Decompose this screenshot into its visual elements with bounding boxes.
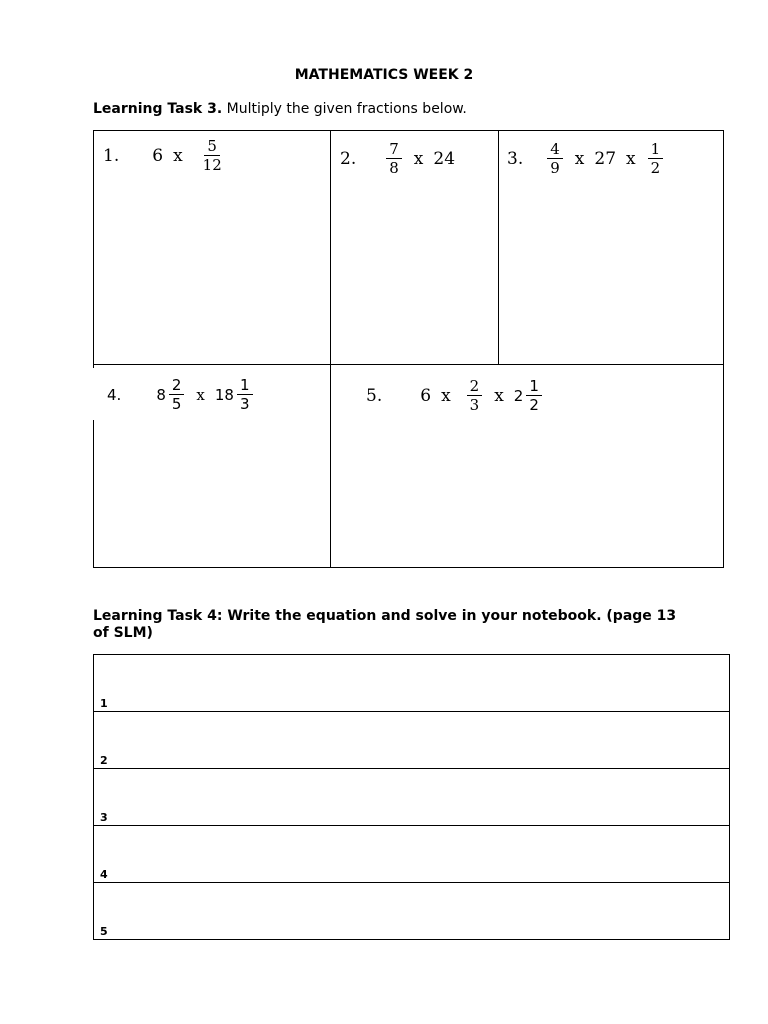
fraction	[237, 377, 253, 412]
problem-4	[107, 377, 255, 412]
whole-number: 27	[594, 148, 617, 169]
task4-table-border	[93, 654, 730, 940]
fraction	[203, 138, 222, 173]
fraction	[547, 141, 563, 176]
grid-divider-vertical-2	[498, 130, 499, 364]
numerator: 7	[386, 141, 402, 159]
problem-1	[103, 138, 224, 173]
row-number: 4	[100, 868, 108, 881]
row-number: 3	[100, 811, 108, 824]
row-divider	[93, 882, 730, 883]
mixed-number	[514, 378, 544, 413]
denominator: 3	[469, 396, 480, 414]
denominator: 5	[171, 395, 182, 413]
problem-5	[366, 378, 544, 413]
multiply-sign: x	[413, 148, 424, 169]
numerator: 4	[547, 141, 563, 159]
problem-number: 3.	[507, 148, 524, 169]
denominator: 2	[529, 396, 539, 414]
task3-label: Learning Task 3.	[93, 101, 223, 117]
whole-number: 6	[152, 145, 164, 166]
multiply-sign: x	[574, 148, 585, 169]
problem-number: 4.	[107, 385, 122, 404]
numerator: 1	[237, 377, 253, 395]
numerator: 2	[467, 378, 483, 396]
task3-heading	[93, 101, 467, 117]
fraction	[467, 378, 483, 413]
numerator: 1	[648, 141, 664, 159]
scan-gap	[90, 368, 96, 420]
problem-number: 2.	[340, 148, 357, 169]
page-title: MATHEMATICS WEEK 2	[294, 67, 474, 83]
numerator: 5	[204, 138, 220, 156]
fraction	[386, 141, 402, 176]
fraction	[648, 141, 664, 176]
denominator: 2	[650, 159, 661, 177]
multiply-sign: x	[441, 385, 451, 406]
task4-heading: Learning Task 4: Write the equation and solve in your notebook. (page 13 of SLM)	[93, 608, 677, 641]
fraction	[169, 377, 185, 412]
denominator: 9	[550, 159, 560, 177]
whole-number: 18	[214, 385, 234, 404]
task3-instruction: Multiply the given fractions below.	[222, 101, 467, 117]
whole-number: 2	[513, 386, 524, 405]
row-number: 2	[100, 754, 108, 767]
row-number: 1	[100, 697, 108, 710]
numerator: 1	[526, 378, 542, 396]
problem-number: 5.	[366, 385, 383, 406]
denominator: 12	[202, 156, 222, 174]
multiply-sign: x	[196, 385, 205, 404]
multiply-sign: x	[494, 385, 504, 406]
row-divider	[93, 711, 730, 712]
grid-divider-vertical-1	[330, 130, 331, 568]
row-divider	[93, 825, 730, 826]
denominator: 8	[389, 159, 399, 177]
whole-number: 24	[433, 148, 456, 169]
task3-grid-border	[93, 130, 724, 568]
multiply-sign: x	[173, 145, 183, 166]
whole-number: 6	[420, 385, 432, 406]
problem-3	[507, 141, 665, 176]
multiply-sign: x	[626, 148, 636, 169]
fraction	[526, 378, 542, 413]
problem-number: 1.	[103, 145, 120, 166]
denominator: 3	[239, 395, 250, 413]
mixed-number	[156, 377, 186, 412]
row-number: 5	[100, 925, 108, 938]
whole-number: 8	[156, 385, 166, 404]
grid-divider-horizontal	[93, 364, 724, 365]
row-divider	[93, 768, 730, 769]
mixed-number	[215, 377, 255, 412]
problem-2	[340, 141, 455, 176]
numerator: 2	[169, 377, 185, 395]
